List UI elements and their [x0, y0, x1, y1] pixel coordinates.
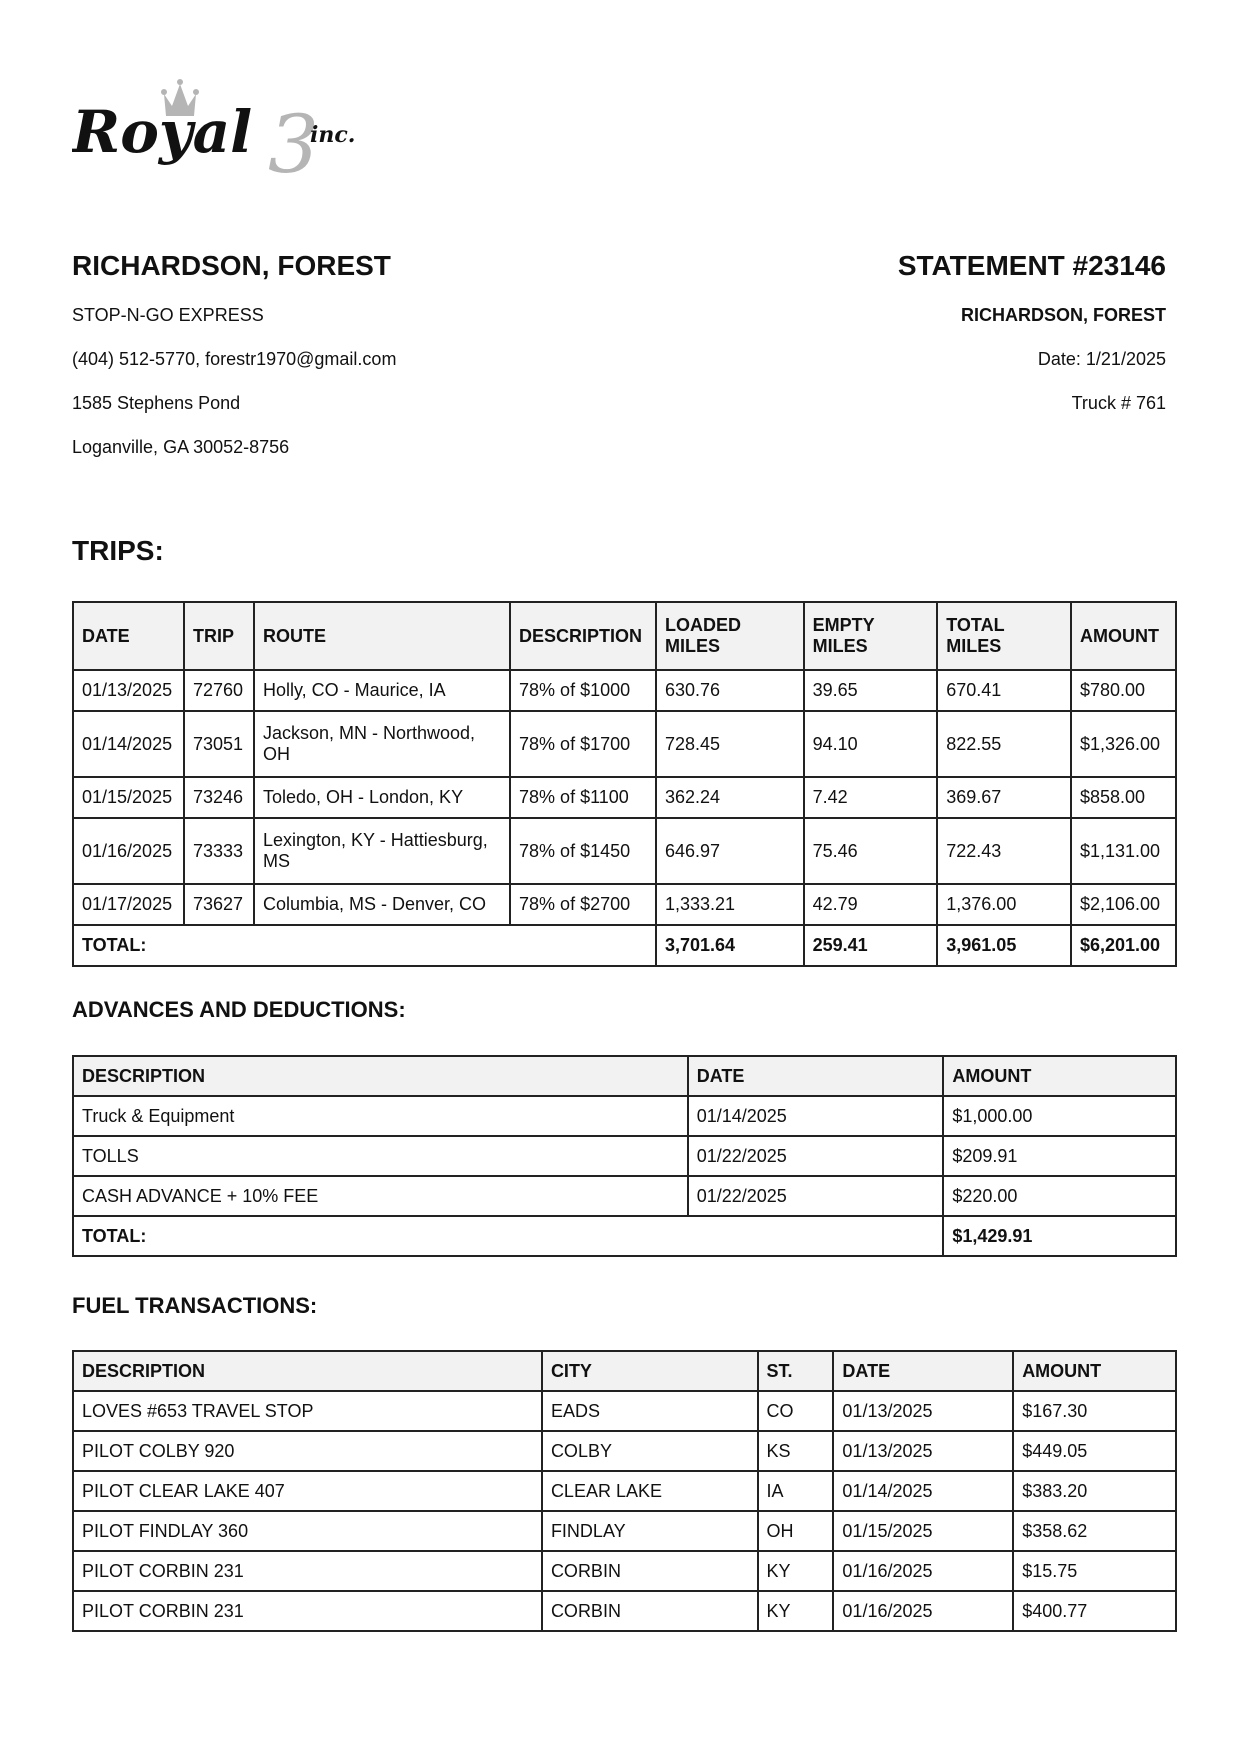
col-header-city: CITY — [542, 1351, 758, 1391]
driver-contact: (404) 512-5770, forestr1970@gmail.com — [72, 349, 397, 369]
col-header-state: ST. — [758, 1351, 834, 1391]
advances-heading: ADVANCES AND DEDUCTIONS: — [72, 997, 406, 1022]
trips-total-label: TOTAL: — [73, 925, 656, 966]
col-header-description: DESCRIPTION — [510, 602, 656, 670]
fuel-description: PILOT CORBIN 231 — [73, 1551, 542, 1591]
col-header-date: DATE — [73, 602, 184, 670]
trip-loaded-miles: 630.76 — [656, 670, 804, 711]
advance-date: 01/14/2025 — [688, 1096, 944, 1136]
col-header-amount: AMOUNT — [1013, 1351, 1176, 1391]
table-row — [73, 1471, 1176, 1511]
advances-table — [72, 1055, 1177, 1257]
advances-total-label: TOTAL: — [73, 1216, 943, 1256]
royal3-logo-graphic — [72, 72, 392, 192]
table-row — [73, 1176, 1176, 1216]
trip-number: 73051 — [184, 711, 254, 777]
table-row — [73, 1391, 1176, 1431]
trip-date: 01/17/2025 — [73, 884, 184, 925]
fuel-state: IA — [758, 1471, 834, 1511]
fuel-amount: $167.30 — [1013, 1391, 1176, 1431]
col-header-route: ROUTE — [254, 602, 510, 670]
advance-amount: $220.00 — [943, 1176, 1176, 1216]
table-row — [73, 884, 1176, 925]
fuel-city: CORBIN — [542, 1551, 758, 1591]
trip-description: 78% of $1000 — [510, 670, 656, 711]
trip-route: Toledo, OH - London, KY — [254, 777, 510, 818]
driver-address-line1: 1585 Stephens Pond — [72, 393, 241, 413]
advance-description: TOLLS — [73, 1136, 688, 1176]
table-row — [73, 1511, 1176, 1551]
trip-amount: $1,131.00 — [1071, 818, 1176, 884]
trip-amount: $858.00 — [1071, 777, 1176, 818]
fuel-table — [72, 1350, 1177, 1632]
col-header-date: DATE — [833, 1351, 1013, 1391]
trip-description: 78% of $2700 — [510, 884, 656, 925]
logo-suffix: inc. — [310, 122, 356, 148]
trip-loaded-miles: 362.24 — [656, 777, 804, 818]
logo-numeral: 3 — [268, 98, 319, 191]
trip-empty-miles: 39.65 — [804, 670, 938, 711]
trip-number: 73627 — [184, 884, 254, 925]
statement-truck: Truck # 761 — [1071, 393, 1166, 413]
fuel-header-row — [73, 1351, 1176, 1391]
fuel-description: PILOT CORBIN 231 — [73, 1591, 542, 1631]
advances-total-amount: $1,429.91 — [943, 1216, 1176, 1256]
driver-company: STOP-N-GO EXPRESS — [72, 305, 264, 325]
trip-loaded-miles: 646.97 — [656, 818, 804, 884]
fuel-heading: FUEL TRANSACTIONS: — [72, 1293, 318, 1318]
table-row — [73, 1096, 1176, 1136]
fuel-description: LOVES #653 TRAVEL STOP — [73, 1391, 542, 1431]
table-row — [73, 1431, 1176, 1471]
trip-total-miles: 1,376.00 — [937, 884, 1071, 925]
statement-driver-name: RICHARDSON, FOREST — [960, 305, 1166, 325]
col-header-trip: TRIP — [184, 602, 254, 670]
fuel-date: 01/16/2025 — [833, 1551, 1013, 1591]
fuel-date: 01/16/2025 — [833, 1591, 1013, 1631]
fuel-state: KS — [758, 1431, 834, 1471]
advances-total-row — [73, 1216, 1176, 1256]
trip-date: 01/14/2025 — [73, 711, 184, 777]
fuel-city: CORBIN — [542, 1591, 758, 1631]
fuel-amount: $383.20 — [1013, 1471, 1176, 1511]
table-row — [73, 1136, 1176, 1176]
trips-total-loaded-miles: 3,701.64 — [656, 925, 804, 966]
fuel-date: 01/13/2025 — [833, 1391, 1013, 1431]
trip-description: 78% of $1450 — [510, 818, 656, 884]
advance-amount: $209.91 — [943, 1136, 1176, 1176]
trips-table — [72, 601, 1177, 967]
table-row — [73, 818, 1176, 884]
trip-empty-miles: 75.46 — [804, 818, 938, 884]
advance-date: 01/22/2025 — [688, 1176, 944, 1216]
logo-wordmark: Royal — [72, 98, 253, 166]
trip-description: 78% of $1700 — [510, 711, 656, 777]
trips-total-row — [73, 925, 1176, 966]
col-header-loaded-miles: LOADED MILES — [656, 602, 804, 670]
trip-date: 01/15/2025 — [73, 777, 184, 818]
col-header-date: DATE — [688, 1056, 944, 1096]
fuel-amount: $400.77 — [1013, 1591, 1176, 1631]
fuel-city: COLBY — [542, 1431, 758, 1471]
col-header-amount: AMOUNT — [943, 1056, 1176, 1096]
trip-empty-miles: 7.42 — [804, 777, 938, 818]
trip-empty-miles: 42.79 — [804, 884, 938, 925]
advance-amount: $1,000.00 — [943, 1096, 1176, 1136]
trip-route: Jackson, MN - Northwood, OH — [254, 711, 510, 777]
statement-title: STATEMENT #23146 — [897, 250, 1166, 281]
trip-loaded-miles: 728.45 — [656, 711, 804, 777]
trips-total-empty-miles: 259.41 — [804, 925, 938, 966]
fuel-amount: $449.05 — [1013, 1431, 1176, 1471]
statement-date: Date: 1/21/2025 — [1037, 349, 1166, 369]
trip-empty-miles: 94.10 — [804, 711, 938, 777]
col-header-description: DESCRIPTION — [73, 1351, 542, 1391]
fuel-state: KY — [758, 1551, 834, 1591]
fuel-city: EADS — [542, 1391, 758, 1431]
trip-date: 01/16/2025 — [73, 818, 184, 884]
trip-number: 73333 — [184, 818, 254, 884]
advances-header-row — [73, 1056, 1176, 1096]
fuel-description: PILOT FINDLAY 360 — [73, 1511, 542, 1551]
table-row — [73, 777, 1176, 818]
table-row — [73, 711, 1176, 777]
table-row — [73, 1551, 1176, 1591]
table-row — [73, 670, 1176, 711]
col-header-description: DESCRIPTION — [73, 1056, 688, 1096]
trip-route: Lexington, KY - Hattiesburg, MS — [254, 818, 510, 884]
fuel-state: KY — [758, 1591, 834, 1631]
trip-total-miles: 670.41 — [937, 670, 1071, 711]
fuel-description: PILOT COLBY 920 — [73, 1431, 542, 1471]
fuel-amount: $358.62 — [1013, 1511, 1176, 1551]
advance-description: Truck & Equipment — [73, 1096, 688, 1136]
fuel-city: FINDLAY — [542, 1511, 758, 1551]
col-header-amount: AMOUNT — [1071, 602, 1176, 670]
trip-amount: $1,326.00 — [1071, 711, 1176, 777]
statement-block — [606, 250, 1166, 436]
trip-route: Holly, CO - Maurice, IA — [254, 670, 510, 711]
trip-number: 73246 — [184, 777, 254, 818]
trip-number: 72760 — [184, 670, 254, 711]
driver-name: RICHARDSON, FOREST — [72, 250, 391, 281]
trip-date: 01/13/2025 — [73, 670, 184, 711]
fuel-amount: $15.75 — [1013, 1551, 1176, 1591]
fuel-date: 01/15/2025 — [833, 1511, 1013, 1551]
table-row — [73, 1591, 1176, 1631]
trip-description: 78% of $1100 — [510, 777, 656, 818]
trips-heading: TRIPS: — [72, 535, 164, 566]
trips-total-total-miles: 3,961.05 — [937, 925, 1071, 966]
trip-total-miles: 822.55 — [937, 711, 1071, 777]
trip-loaded-miles: 1,333.21 — [656, 884, 804, 925]
company-logo — [72, 72, 392, 192]
col-header-total-miles: TOTAL MILES — [937, 602, 1071, 670]
advance-date: 01/22/2025 — [688, 1136, 944, 1176]
fuel-description: PILOT CLEAR LAKE 407 — [73, 1471, 542, 1511]
trip-route: Columbia, MS - Denver, CO — [254, 884, 510, 925]
trip-total-miles: 722.43 — [937, 818, 1071, 884]
trips-header-row — [73, 602, 1176, 670]
fuel-city: CLEAR LAKE — [542, 1471, 758, 1511]
driver-address-line2: Loganville, GA 30052-8756 — [72, 437, 290, 457]
trips-total-amount: $6,201.00 — [1071, 925, 1176, 966]
driver-block — [72, 250, 632, 480]
col-header-empty-miles: EMPTY MILES — [804, 602, 938, 670]
advance-description: CASH ADVANCE + 10% FEE — [73, 1176, 688, 1216]
trip-total-miles: 369.67 — [937, 777, 1071, 818]
fuel-date: 01/14/2025 — [833, 1471, 1013, 1511]
fuel-date: 01/13/2025 — [833, 1431, 1013, 1471]
fuel-state: OH — [758, 1511, 834, 1551]
fuel-state: CO — [758, 1391, 834, 1431]
trip-amount: $780.00 — [1071, 670, 1176, 711]
trip-amount: $2,106.00 — [1071, 884, 1176, 925]
